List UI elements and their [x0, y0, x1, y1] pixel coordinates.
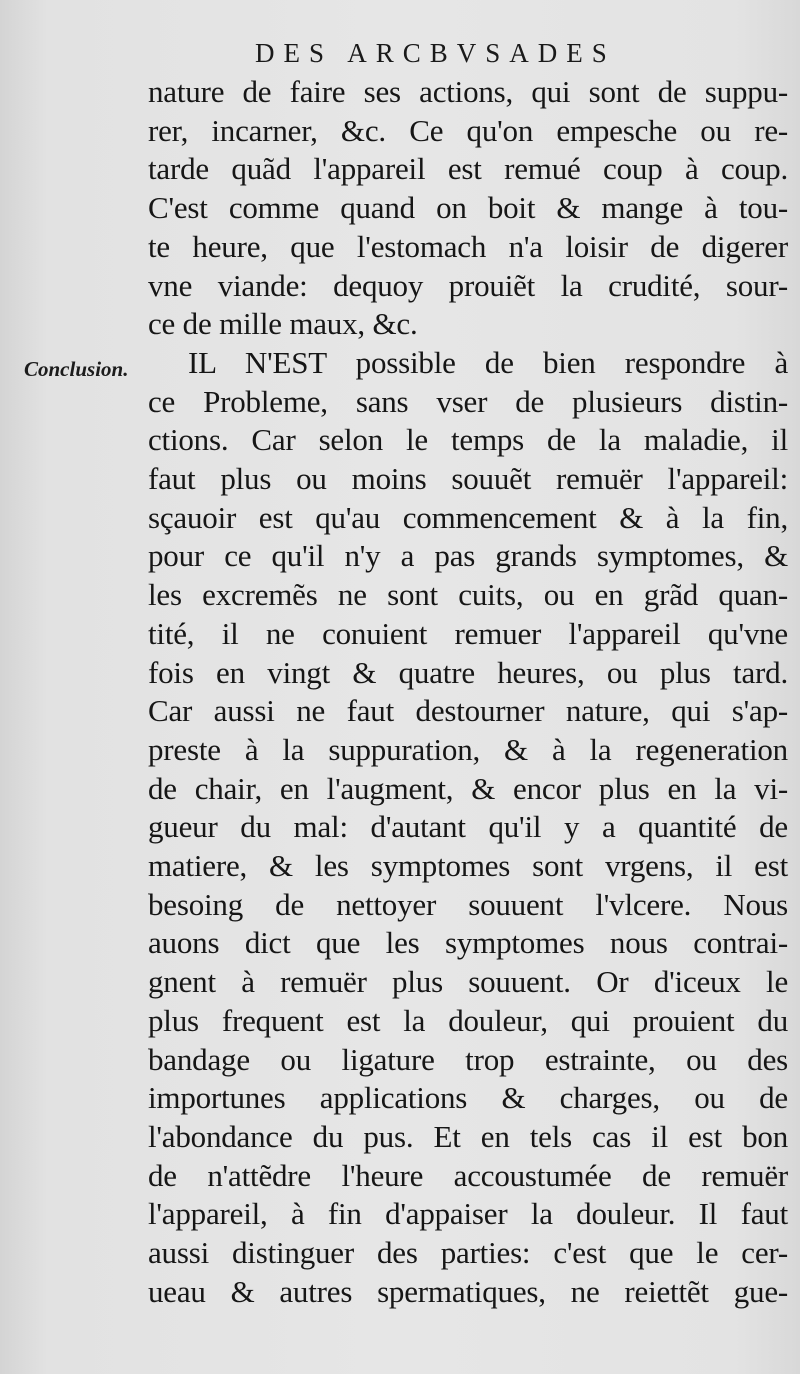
text-line: les excremẽs ne sont cuits, ou en grãd quan- [148, 577, 788, 613]
text-line: auons dict que les symptomes nous contrai- [148, 925, 788, 961]
text-line: ce Probleme, sans vser de plusieurs distin- [148, 383, 788, 419]
margin-note-conclusion: Conclusion. [24, 357, 129, 381]
text-line: rer, incarner, &c. Ce qu'on empesche ou re- [148, 112, 788, 148]
text-line: plus frequent est la douleur, qui prouient du [148, 1002, 788, 1038]
text-line: vne viande: dequoy prouiẽt la crudité, sour- [148, 267, 788, 303]
text-line: te heure, que l'estomach n'a loisir de digerer [148, 228, 788, 264]
text-line: pour ce qu'il n'y a pas grands symptomes, & [148, 538, 788, 574]
text-line: l'appareil, à fin d'appaiser la douleur. Il faut [148, 1196, 788, 1232]
text-line: ctions. Car selon le temps de la maladie, il [148, 422, 788, 458]
text-line: bandage ou ligature trop estrainte, ou des [148, 1041, 788, 1077]
text-line: faut plus ou moins souuẽt remuër l'appareil: [148, 461, 788, 496]
text-line: Car aussi ne faut destourner nature, qui s'ap- [148, 693, 788, 729]
text-line: sçauoir est qu'au commencement & à la fin, [148, 499, 788, 535]
text-line: IL N'EST possible de bien respondre à [188, 344, 788, 380]
text-line: besoing de nettoyer souuent l'vlcere. Nous [148, 886, 788, 922]
text-line: importunes applications & charges, ou de [148, 1080, 788, 1116]
text-line: l'abondance du pus. Et en tels cas il est bon [148, 1118, 788, 1154]
text-line: aussi distinguer des parties: c'est que le cer- [148, 1235, 788, 1270]
text-line: de n'attẽdre l'heure accoustumée de remuër [148, 1157, 788, 1193]
text-line: gnent à remuër plus souuent. Or d'iceux le [148, 964, 788, 1000]
text-line: ueau & autres spermatiques, ne reiettẽt gue- [148, 1273, 788, 1309]
text-line: gueur du mal: d'autant qu'il y a quantité de [148, 809, 788, 845]
text-line: tarde quãd l'appareil est remué coup à coup. [148, 151, 788, 187]
text-line: ce de mille maux, &c. [148, 306, 418, 342]
text-line: preste à la suppuration, & à la regeneration [148, 731, 788, 767]
running-head: DES ARCBVSADES [255, 38, 616, 68]
text-line: matiere, & les symptomes sont vrgens, il est [148, 848, 788, 883]
text-line: de chair, en l'augment, & encor plus en la vi- [148, 770, 788, 806]
text-line: fois en vingt & quatre heures, ou plus tard. [148, 654, 788, 690]
text-line: C'est comme quand on boit & mange à tou- [148, 190, 788, 226]
text-line: tité, il ne conuient remuer l'appareil qu'vne [148, 615, 788, 651]
text-line: nature de faire ses actions, qui sont de suppu- [148, 74, 788, 109]
